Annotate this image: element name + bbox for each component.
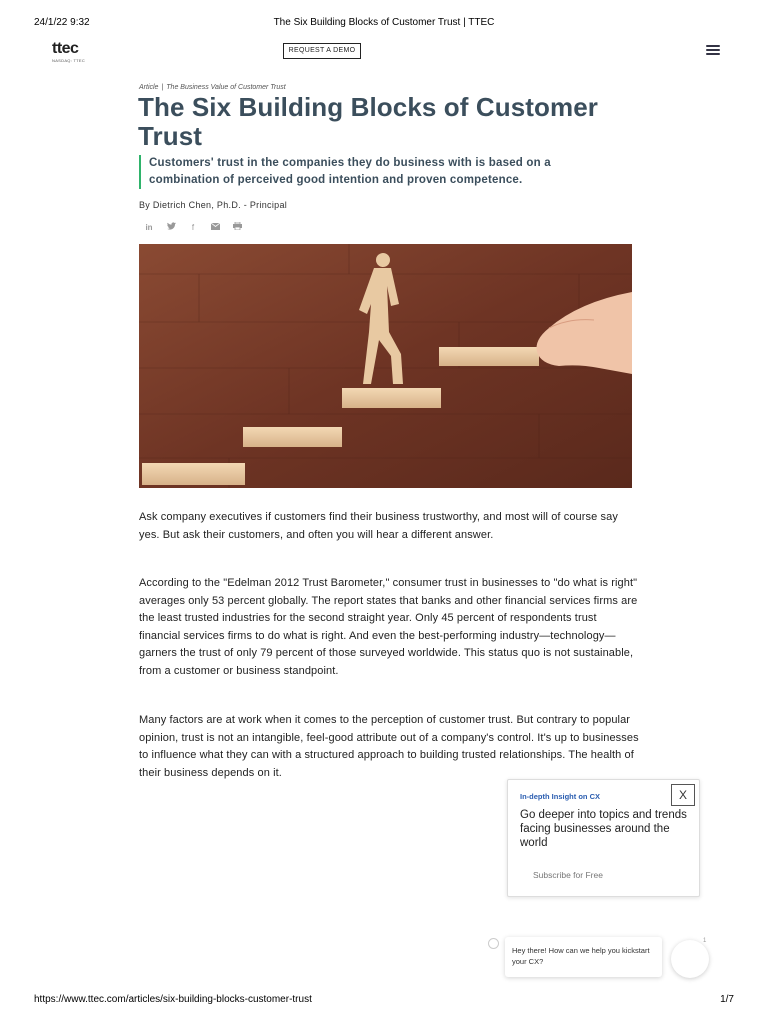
facebook-icon[interactable]: f [191,223,195,232]
breadcrumb-category[interactable]: Article [139,84,159,91]
logo-subtext: NASDAQ: TTEC [52,58,86,63]
subscribe-promo-card [507,779,700,897]
breadcrumb [139,84,286,91]
subscribe-link[interactable]: Subscribe for Free [533,870,603,880]
article-paragraph-2: According to the "Edelman 2012 Trust Barometer," consumer trust in businesses to "do what is right" averages only 53 percent globally. The report states that banks and other financial services firms are the least trusted industries for the second straight year. Only 45 percent of respondents trust financial services firms to do what is right. And even the best-performing industry—technology—garners the trust of only 79 percent of those surveyed worldwide. This status quo is not sustainable, from a customer or business standpoint. [139,577,638,677]
print-header [0,17,768,31]
email-icon[interactable] [209,222,221,234]
print-footer [0,994,768,1008]
print-page-number: 1/7 [720,994,734,1005]
share-bar [143,222,243,234]
hamburger-menu-icon[interactable] [706,45,720,56]
chat-launcher-button[interactable] [671,940,709,978]
close-promo-button[interactable]: X [671,784,695,806]
chat-message-bubble[interactable]: Hey there! How can we help you kickstart your CX? [505,937,662,977]
linkedin-icon[interactable]: in [145,223,153,232]
article-paragraph-1: Ask company executives if customers find their business trustworthy, and most will of course say yes. But ask their customers, and often you will hear a different answer. [139,511,618,541]
page-title: The Six Building Blocks of Customer Trust [138,92,598,151]
breadcrumb-section[interactable]: The Business Value of Customer Trust [166,84,286,91]
print-page-title: The Six Building Blocks of Customer Trust | TTEC [273,17,495,28]
article-paragraph-3: Many factors are at work when it comes to the perception of customer trust. But contrary to popular opinion, trust is not an intangible, feel-good attribute out of a company's control. It's up to businesses to influence what they can with a structured approach to building trusted relationships. The health of their business depends on it. [139,714,639,779]
chat-dismiss-icon[interactable] [488,938,499,949]
twitter-icon[interactable] [165,222,177,234]
promo-kicker: In-depth Insight on CX [520,792,600,801]
breadcrumb-separator: | [161,84,164,91]
print-url: https://www.ttec.com/articles/six-building-blocks-customer-trust [34,994,312,1005]
chat-unread-count: 1 [703,938,707,944]
article-subtitle: Customers' trust in the companies they do business with is based on a combination of perceived good intention and proven competence. [139,155,609,189]
article-byline: By Dietrich Chen, Ph.D. - Principal [139,200,288,210]
hero-image-steps [139,244,632,488]
ttec-logo[interactable] [52,42,92,66]
logo-text: ttec [52,40,79,57]
promo-headline: Go deeper into topics and trends facing businesses around the world [520,809,687,849]
request-demo-button[interactable]: REQUEST A DEMO [283,43,361,59]
print-icon[interactable] [231,222,243,234]
print-date: 24/1/22 9:32 [34,17,90,28]
